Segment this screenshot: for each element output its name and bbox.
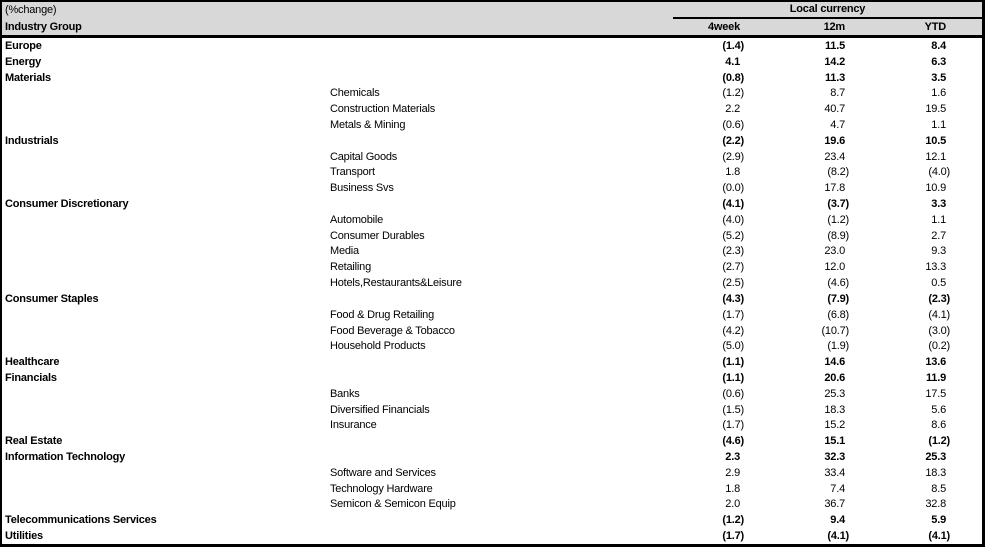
row-label: Food Beverage & Tobacco bbox=[330, 324, 455, 337]
cell-4week: (4.2) bbox=[722, 324, 744, 337]
local-currency-header: Local currency bbox=[673, 3, 982, 19]
cell-12m: 23.0 bbox=[824, 245, 845, 258]
cell-4week: (2.9) bbox=[722, 150, 744, 163]
cell-ytd: 3.5 bbox=[931, 71, 946, 84]
table-row bbox=[2, 101, 982, 117]
table-row bbox=[2, 165, 982, 181]
table-row bbox=[2, 212, 982, 228]
cell-12m: (8.2) bbox=[827, 166, 849, 179]
cell-ytd: 8.5 bbox=[931, 482, 946, 495]
cell-12m: 40.7 bbox=[824, 103, 845, 116]
cell-ytd: (2.3) bbox=[928, 292, 950, 305]
cell-4week: (2.2) bbox=[722, 134, 744, 147]
table-row bbox=[2, 244, 982, 260]
cell-12m: 14.2 bbox=[824, 55, 845, 68]
cell-ytd: 18.3 bbox=[925, 466, 946, 479]
row-label: Materials bbox=[5, 71, 51, 84]
table-row bbox=[2, 512, 982, 528]
row-label: Utilities bbox=[5, 530, 43, 543]
cell-12m: 32.3 bbox=[824, 451, 845, 464]
cell-ytd: 19.5 bbox=[925, 103, 946, 116]
row-label: Telecommunications Services bbox=[5, 514, 157, 527]
cell-ytd: (4.1) bbox=[928, 530, 950, 543]
row-label: Construction Materials bbox=[330, 103, 436, 116]
cell-12m: (1.2) bbox=[827, 213, 849, 226]
cell-4week: (4.0) bbox=[722, 213, 744, 226]
row-label: Chemicals bbox=[330, 87, 380, 100]
cell-4week: (2.7) bbox=[722, 261, 744, 274]
table-row bbox=[2, 528, 982, 544]
cell-ytd: 6.3 bbox=[931, 55, 946, 68]
cell-4week: 2.9 bbox=[725, 466, 740, 479]
cell-ytd: 10.9 bbox=[925, 182, 946, 195]
table-row bbox=[2, 402, 982, 418]
table-body bbox=[2, 38, 982, 544]
cell-4week: (0.6) bbox=[722, 387, 744, 400]
cell-12m: (1.9) bbox=[827, 340, 849, 353]
cell-4week: (1.4) bbox=[722, 39, 744, 52]
header-row-columns bbox=[2, 19, 982, 35]
cell-4week: (2.3) bbox=[722, 245, 744, 258]
row-label: Europe bbox=[5, 39, 42, 52]
cell-ytd: (0.2) bbox=[928, 340, 950, 353]
row-label: Semicon & Semicon Equip bbox=[330, 498, 456, 511]
table-row bbox=[2, 418, 982, 434]
table-row bbox=[2, 449, 982, 465]
cell-12m: 11.5 bbox=[824, 39, 845, 52]
row-label: Household Products bbox=[330, 340, 426, 353]
row-label: Automobile bbox=[330, 213, 384, 226]
row-label: Financials bbox=[5, 371, 57, 384]
cell-12m: 36.7 bbox=[824, 498, 845, 511]
column-header-4week: 4week bbox=[707, 21, 740, 33]
cell-ytd: 13.3 bbox=[925, 261, 946, 274]
row-label: Capital Goods bbox=[330, 150, 398, 163]
cell-4week: (1.2) bbox=[722, 514, 744, 527]
cell-4week: 4.1 bbox=[725, 55, 740, 68]
cell-ytd: (4.0) bbox=[928, 166, 950, 179]
row-label: Transport bbox=[330, 166, 375, 179]
row-label: Metals & Mining bbox=[330, 118, 406, 131]
cell-4week: 2.2 bbox=[725, 103, 740, 116]
table-row bbox=[2, 386, 982, 402]
cell-4week: (1.2) bbox=[722, 87, 744, 100]
cell-ytd: 8.6 bbox=[931, 419, 946, 432]
cell-ytd: 1.6 bbox=[931, 87, 946, 100]
cell-12m: (3.7) bbox=[827, 198, 849, 211]
row-label: Consumer Durables bbox=[330, 229, 425, 242]
row-label: Energy bbox=[5, 55, 42, 68]
cell-12m: 33.4 bbox=[824, 466, 845, 479]
row-label: Industrials bbox=[5, 134, 59, 147]
cell-12m: (4.1) bbox=[827, 530, 849, 543]
cell-4week: 2.3 bbox=[725, 451, 740, 464]
table-row bbox=[2, 196, 982, 212]
cell-ytd: 17.5 bbox=[925, 387, 946, 400]
cell-12m: 23.4 bbox=[824, 150, 845, 163]
row-label: Software and Services bbox=[330, 466, 436, 479]
cell-12m: 19.6 bbox=[824, 134, 845, 147]
cell-4week: (4.6) bbox=[722, 435, 744, 448]
row-label: Retailing bbox=[330, 261, 372, 274]
row-label: Media bbox=[330, 245, 359, 258]
table-row bbox=[2, 180, 982, 196]
cell-4week: (1.7) bbox=[722, 530, 744, 543]
table-row bbox=[2, 291, 982, 307]
cell-12m: 14.6 bbox=[824, 356, 845, 369]
cell-ytd: 10.5 bbox=[925, 134, 946, 147]
cell-ytd: (3.0) bbox=[928, 324, 950, 337]
cell-12m: 15.1 bbox=[824, 435, 845, 448]
cell-12m: 9.4 bbox=[830, 514, 845, 527]
cell-12m: 15.2 bbox=[824, 419, 845, 432]
cell-4week: (1.7) bbox=[722, 308, 744, 321]
cell-ytd: (4.1) bbox=[928, 308, 950, 321]
cell-ytd: 0.5 bbox=[931, 277, 946, 290]
cell-4week: (1.7) bbox=[722, 419, 744, 432]
cell-ytd: 5.6 bbox=[931, 403, 946, 416]
cell-ytd: 11.9 bbox=[925, 371, 946, 384]
cell-12m: (8.9) bbox=[827, 229, 849, 242]
cell-4week: (4.3) bbox=[722, 292, 744, 305]
table-row bbox=[2, 433, 982, 449]
table-row bbox=[2, 497, 982, 513]
cell-4week: (0.8) bbox=[722, 71, 744, 84]
table-row bbox=[2, 259, 982, 275]
row-label: Insurance bbox=[330, 419, 377, 432]
industry-group-header: Industry Group bbox=[5, 21, 82, 33]
percent-change-label: (%change) bbox=[5, 4, 57, 16]
cell-12m: 17.8 bbox=[824, 182, 845, 195]
cell-12m: 20.6 bbox=[824, 371, 845, 384]
cell-4week: (1.1) bbox=[722, 356, 744, 369]
cell-12m: 8.7 bbox=[830, 87, 845, 100]
cell-12m: (10.7) bbox=[821, 324, 849, 337]
cell-4week: (1.5) bbox=[722, 403, 744, 416]
cell-12m: (4.6) bbox=[827, 277, 849, 290]
cell-12m: (6.8) bbox=[827, 308, 849, 321]
cell-ytd: (1.2) bbox=[928, 435, 950, 448]
cell-12m: 12.0 bbox=[824, 261, 845, 274]
table-row bbox=[2, 465, 982, 481]
cell-4week: (0.6) bbox=[722, 118, 744, 131]
table-row bbox=[2, 149, 982, 165]
cell-4week: 1.8 bbox=[725, 482, 740, 495]
column-header-12m: 12m bbox=[823, 21, 845, 33]
table-row bbox=[2, 307, 982, 323]
cell-4week: (4.1) bbox=[722, 198, 744, 211]
table-row bbox=[2, 85, 982, 101]
cell-ytd: 3.3 bbox=[931, 198, 946, 211]
cell-ytd: 8.4 bbox=[931, 39, 946, 52]
cell-12m: 4.7 bbox=[830, 118, 845, 131]
table-row bbox=[2, 275, 982, 291]
row-label: Diversified Financials bbox=[330, 403, 430, 416]
table-row bbox=[2, 133, 982, 149]
cell-12m: 25.3 bbox=[824, 387, 845, 400]
table-row bbox=[2, 354, 982, 370]
cell-4week: (5.0) bbox=[722, 340, 744, 353]
cell-ytd: 32.8 bbox=[925, 498, 946, 511]
cell-ytd: 13.6 bbox=[925, 356, 946, 369]
table-row bbox=[2, 54, 982, 70]
cell-ytd: 5.9 bbox=[931, 514, 946, 527]
row-label: Hotels,Restaurants&Leisure bbox=[330, 277, 462, 290]
table-row bbox=[2, 117, 982, 133]
cell-4week: (2.5) bbox=[722, 277, 744, 290]
row-label: Healthcare bbox=[5, 356, 60, 369]
cell-12m: 11.3 bbox=[824, 71, 845, 84]
cell-ytd: 1.1 bbox=[931, 118, 946, 131]
row-label: Consumer Discretionary bbox=[5, 198, 129, 211]
table-row bbox=[2, 370, 982, 386]
cell-ytd: 12.1 bbox=[925, 150, 946, 163]
cell-12m: 18.3 bbox=[824, 403, 845, 416]
cell-ytd: 25.3 bbox=[925, 451, 946, 464]
cell-4week: (0.0) bbox=[722, 182, 744, 195]
cell-ytd: 9.3 bbox=[931, 245, 946, 258]
table-row bbox=[2, 323, 982, 339]
row-label: Consumer Staples bbox=[5, 292, 99, 305]
table-header bbox=[2, 2, 982, 38]
row-label: Information Technology bbox=[5, 451, 126, 464]
table-row bbox=[2, 481, 982, 497]
header-row-currency bbox=[2, 2, 982, 19]
row-label: Banks bbox=[330, 387, 360, 400]
row-label: Technology Hardware bbox=[330, 482, 433, 495]
cell-4week: (1.1) bbox=[722, 371, 744, 384]
row-label: Business Svs bbox=[330, 182, 394, 195]
cell-ytd: 1.1 bbox=[931, 213, 946, 226]
table-row bbox=[2, 338, 982, 354]
table-row bbox=[2, 70, 982, 86]
column-header-ytd: YTD bbox=[924, 21, 946, 33]
cell-4week: 2.0 bbox=[725, 498, 740, 511]
table-row bbox=[2, 228, 982, 244]
cell-4week: 1.8 bbox=[725, 166, 740, 179]
cell-4week: (5.2) bbox=[722, 229, 744, 242]
cell-12m: (7.9) bbox=[827, 292, 849, 305]
table-row bbox=[2, 38, 982, 54]
row-label: Real Estate bbox=[5, 435, 63, 448]
row-label: Food & Drug Retailing bbox=[330, 308, 435, 321]
cell-ytd: 2.7 bbox=[931, 229, 946, 242]
cell-12m: 7.4 bbox=[830, 482, 845, 495]
